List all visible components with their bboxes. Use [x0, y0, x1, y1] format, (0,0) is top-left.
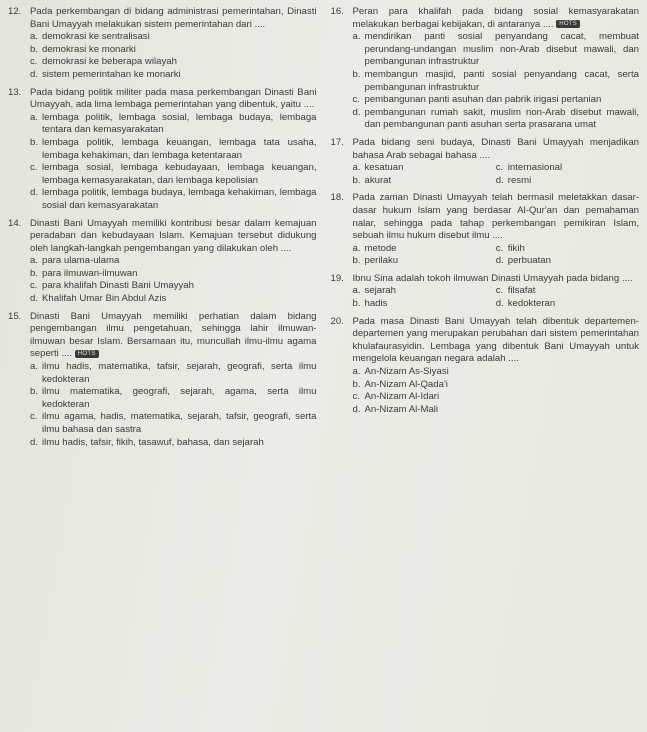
question-text: Pada zaman Dinasti Umayyah telah bermasil meletakkan dasar-dasar hukum Islam yang berdasar Al-Qur'an dan pemahaman nalar, sehingga pada tahap perkembangan pemikiran Islam, sebuah ilmu hukum disebut ilmu .... — [352, 192, 639, 242]
option-label: c. — [495, 242, 504, 254]
question-15 — [8, 311, 317, 450]
option-label: a. — [30, 361, 39, 373]
option-d[interactable] — [30, 187, 317, 212]
option-b[interactable] — [353, 379, 640, 392]
question-text: Ibnu Sina adalah tokoh ilmuwan Dinasti Umayyah pada bidang .... — [352, 272, 633, 284]
option-label: c. — [30, 280, 38, 292]
option-label: b. — [30, 136, 39, 148]
option-text: demokrasi ke beberapa wilayah — [42, 56, 177, 68]
option-label: b. — [30, 386, 39, 398]
option-label: c. — [352, 94, 360, 106]
option-label: b. — [352, 298, 361, 310]
question-13 — [8, 87, 317, 213]
question-17 — [331, 137, 640, 187]
option-label: a. — [30, 31, 39, 43]
option-b[interactable] — [353, 298, 496, 311]
option-d[interactable] — [30, 437, 317, 450]
question-number: 14. — [8, 217, 22, 229]
question-number: 16. — [330, 6, 344, 17]
option-text: perilaku — [364, 255, 399, 267]
option-text: perbuatan — [507, 255, 551, 267]
option-text: resmi — [507, 174, 532, 186]
option-text: An-Nizam Al-Idari — [364, 391, 440, 403]
option-label: c. — [30, 411, 38, 423]
option-text: An-Nizam Al-Qada'i — [364, 378, 448, 390]
option-text: para khalifah Dinasti Bani Umayyah — [42, 280, 194, 292]
option-text: metode — [364, 242, 397, 254]
option-d[interactable] — [30, 293, 317, 306]
option-label: a. — [30, 255, 39, 267]
option-label: d. — [495, 174, 504, 186]
option-text: para ilmuwan-ilmuwan — [42, 267, 138, 279]
option-label: a. — [352, 31, 361, 43]
option-label: a. — [352, 366, 361, 378]
option-label: c. — [30, 162, 38, 174]
option-c[interactable] — [353, 391, 640, 404]
option-label: d. — [30, 68, 39, 80]
option-b[interactable] — [353, 255, 496, 268]
question-text: Peran para khalifah pada bidang sosial kemasyarakatan melakukan berbagai kebijakan, di antaranya .... — [352, 6, 639, 30]
option-text: sistem pemerintahan ke monarki — [42, 68, 181, 80]
option-label: b. — [30, 267, 39, 279]
question-text: Dinasti Bani Umayyah memiliki perhatian dalam bidang pengembangan ilmu pengetahuan, sehingga lahir ilmuwan-ilmuwan besar Islam. Bersamaan itu, muncullah ilmu-ilmu agama seperti .... — [30, 310, 317, 360]
option-a[interactable] — [353, 243, 496, 256]
option-c[interactable] — [496, 285, 639, 298]
option-d[interactable] — [353, 404, 640, 417]
question-16 — [331, 6, 640, 132]
question-number: 15. — [8, 310, 22, 322]
option-d[interactable] — [496, 298, 639, 311]
option-text: mendirikan panti sosial penyandang cacat, membuat perundang-undangan muslim non-Arab disebut mawali, dan pembangunan infrastruktur — [364, 31, 639, 68]
option-text: membangun masjid, panti sosial penyandang cacat, serta pembangunan infrastruktur — [364, 68, 639, 93]
option-label: a. — [352, 285, 361, 297]
option-label: d. — [352, 106, 361, 118]
option-text: internasional — [507, 162, 563, 174]
option-text: An-Nizam Al-Mali — [364, 403, 439, 415]
option-d[interactable] — [496, 175, 639, 188]
option-a[interactable] — [353, 285, 496, 298]
question-text: Pada perkembangan di bidang administrasi pemerintahan, Dinasti Bani Umayyah melakukan sistem pemerintahan dari .... — [30, 6, 317, 30]
option-label: a. — [352, 162, 361, 174]
option-text: An-Nizam As-Siyasi — [364, 366, 449, 378]
question-19 — [331, 273, 640, 311]
option-text: ilmu matematika, geografi, sejarah, agama, serta ilmu kedokteran — [42, 386, 317, 410]
option-c[interactable] — [30, 56, 317, 69]
question-text: Dinasti Bani Umayyah memiliki kontribusi besar dalam kemajuan peradaban dan kebudayaan Islam. Kemajuan tersebut didukung oleh langkah-langkah pengembangan yang dilakukan oleh .... — [30, 217, 317, 254]
option-text: kesatuan — [364, 162, 404, 174]
question-number: 20. — [330, 315, 344, 327]
question-text: Pada bidang politik militer pada masa perkembangan Dinasti Bani Umayyah, ada lima lembaga pemerintahan yang dibentuk, yaitu .... — [30, 86, 317, 111]
option-text: hadis — [364, 298, 388, 310]
option-text: kedokteran — [507, 298, 556, 310]
question-20 — [331, 316, 640, 417]
option-label: c. — [352, 391, 360, 403]
option-label: b. — [352, 378, 361, 390]
hots-badge: HOTS — [556, 20, 580, 28]
option-d[interactable] — [353, 107, 640, 132]
question-number: 17. — [330, 136, 344, 148]
option-b[interactable] — [30, 44, 317, 57]
question-number: 19. — [330, 272, 344, 284]
option-a[interactable] — [353, 31, 640, 69]
left-column — [8, 6, 317, 732]
option-a[interactable] — [353, 162, 496, 175]
option-label: c. — [30, 56, 38, 68]
hots-badge: HOTS — [75, 350, 99, 358]
option-c[interactable] — [30, 411, 317, 436]
option-label: d. — [495, 255, 504, 267]
question-14 — [8, 218, 317, 306]
options-grid — [353, 243, 640, 268]
option-text: Khalifah Umar Bin Abdul Azis — [42, 293, 167, 305]
option-c[interactable] — [30, 280, 317, 293]
option-d[interactable] — [496, 255, 639, 268]
option-text: lembaga politik, lembaga budaya, lembaga kehakiman, lembaga sosial dan kemasyarakatan — [42, 187, 317, 211]
question-12 — [8, 6, 317, 82]
option-text: para ulama-ulama — [42, 255, 120, 267]
question-number: 18. — [330, 192, 344, 204]
question-number: 13. — [8, 86, 22, 98]
option-label: d. — [30, 293, 39, 305]
option-d[interactable] — [30, 69, 317, 82]
option-label: b. — [30, 43, 39, 55]
option-b[interactable] — [30, 386, 317, 411]
option-a[interactable] — [30, 112, 317, 137]
option-text: akurat — [364, 174, 392, 186]
option-label: d. — [30, 187, 39, 199]
option-label: b. — [352, 68, 361, 80]
option-label: d. — [30, 436, 39, 448]
option-c[interactable] — [496, 243, 639, 256]
option-b[interactable] — [30, 137, 317, 162]
option-label: d. — [495, 298, 504, 310]
option-text: pembangunan rumah sakit, muslim non-Arab disebut mawali, dan pembangunan panti asuhan serta prasarana umat — [364, 106, 639, 131]
option-text: lembaga politik, lembaga keuangan, lembaga tata usaha, lembaga kehakiman, dan lembaga ketentaraan — [42, 136, 317, 161]
option-text: ilmu hadis, matematika, tafsir, sejarah, geografi, serta ilmu kedokteran — [42, 361, 317, 385]
option-a[interactable] — [30, 255, 317, 268]
option-label: a. — [30, 111, 39, 123]
option-a[interactable] — [353, 366, 640, 379]
question-text: Pada bidang seni budaya, Dinasti Bani Umayyah menjadikan bahasa Arab sebagai bahasa .... — [352, 136, 639, 161]
option-label: b. — [352, 174, 361, 186]
question-text: Pada masa Dinasti Bani Umayyah telah dibentuk departemen-departemen yang merupakan perubahan dari sistem pemerintahan khulafaurasyidin. Lembaga yang dibentuk Bani Umayyah untuk mengelola keuangan negara adalah .... — [352, 315, 639, 365]
option-b[interactable] — [353, 69, 640, 94]
option-text: ilmu agama, hadis, matematika, sejarah, tafsir, geografi, serta ilmu bahasa dan sastra — [42, 411, 317, 435]
right-column — [331, 6, 640, 732]
option-text: pembangunan panti asuhan dan pabrik irigasi pertanian — [364, 94, 602, 106]
option-text: demokrasi ke sentralisasi — [42, 31, 150, 43]
option-c[interactable] — [353, 94, 640, 107]
option-a[interactable] — [30, 361, 317, 386]
option-b[interactable] — [30, 268, 317, 281]
option-text: filsafat — [507, 285, 536, 297]
option-text: ilmu hadis, tafsir, fikih, tasawuf, bahasa, dan sejarah — [42, 436, 264, 448]
question-number: 12. — [8, 6, 22, 17]
option-label: a. — [352, 242, 361, 254]
option-label: b. — [352, 255, 361, 267]
options-grid — [353, 285, 640, 310]
option-text: demokrasi ke monarki — [42, 43, 136, 55]
option-text: lembaga sosial, lembaga kebudayaan, lembaga keuangan, lembaga kemasyarakatan, dan lembaga kepolisian — [42, 162, 317, 186]
option-text: sejarah — [364, 285, 396, 297]
option-label: c. — [495, 285, 504, 297]
option-text: fikih — [507, 242, 525, 254]
options-grid — [353, 162, 640, 187]
option-a[interactable] — [30, 31, 317, 44]
option-label: d. — [352, 403, 361, 415]
option-b[interactable] — [353, 175, 496, 188]
option-label: c. — [495, 162, 504, 174]
option-text: lembaga politik, lembaga sosial, lembaga budaya, lembaga tentara dan kemasyarakatan — [42, 111, 317, 136]
question-18 — [331, 192, 640, 268]
option-c[interactable] — [496, 162, 639, 175]
option-c[interactable] — [30, 162, 317, 187]
